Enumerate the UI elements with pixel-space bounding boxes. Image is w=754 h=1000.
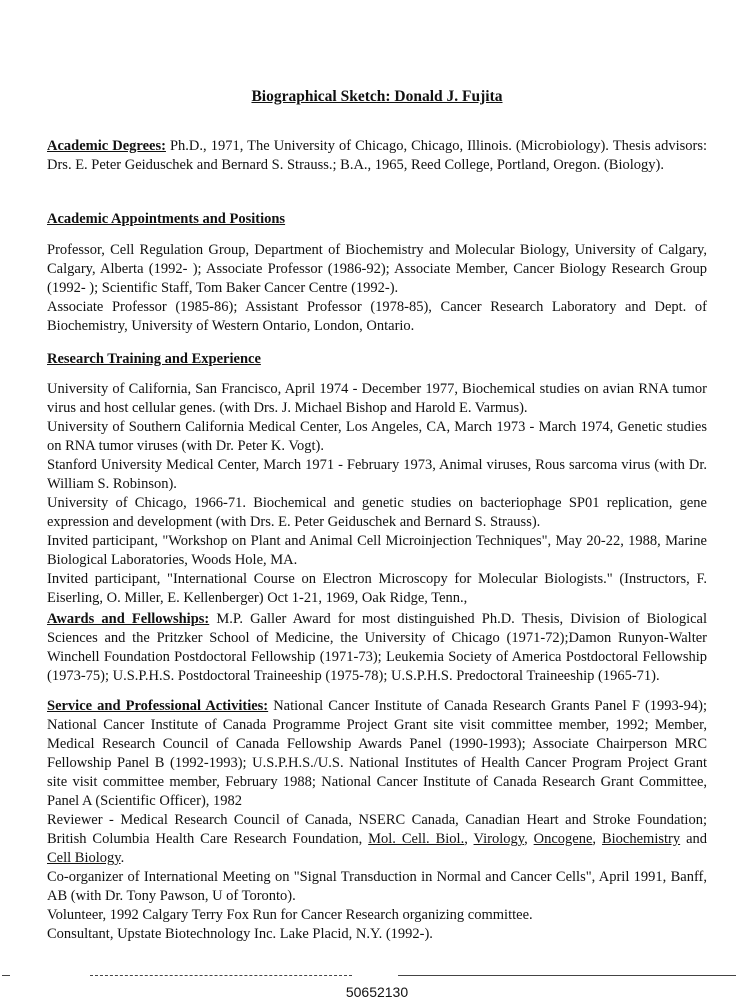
appointments-heading: Academic Appointments and Positions xyxy=(47,211,286,227)
academic-degrees-section xyxy=(47,137,707,175)
footer-rule xyxy=(398,975,736,976)
journal-name: Biochemistry xyxy=(601,831,681,847)
appointments-paragraph: Associate Professor (1985-86); Assistant Professor (1978-85), Cancer Research Laboratory and Dept. of Biochemistry, University of Western Ontario, London, Ontario. xyxy=(47,299,707,334)
appointments-section xyxy=(47,210,707,336)
awards-text: M.P. Galler Award for most distinguished Ph.D. Thesis, Division of Biological Sciences and the Pritzker School of Medicine, the University of Chicago (1971-72);Damon Runyon-Walter Winchell Foundation Postdoctoral Fellowship (1971-73); Leukemia Society of America Postdoctoral Fellowship (1973-75); U.S.P.H.S. Postdoctoral Traineeship (1975-78); U.S.P.H.S. Predoctoral Traineeship (1965-71). xyxy=(47,611,707,684)
research-paragraph: University of Chicago, 1966-71. Biochemical and genetic studies on bacteriophage SP01 replication, gene expression and development (with Drs. E. Peter Geiduschek and Bernard S. Strauss). xyxy=(47,495,707,530)
research-section xyxy=(47,350,707,608)
service-paragraph: Consultant, Upstate Biotechnology Inc. Lake Placid, N.Y. (1992-). xyxy=(47,926,433,942)
journal-name: Cell Biology xyxy=(47,850,121,866)
research-paragraph: Stanford University Medical Center, March 1971 - February 1973, Animal viruses, Rous sarcoma virus (with Dr. William S. Robinson). xyxy=(47,457,707,492)
service-heading: Service and Professional Activities: xyxy=(47,698,269,714)
journal-name: Virology xyxy=(473,831,525,847)
service-paragraph: Volunteer, 1992 Calgary Terry Fox Run for Cancer Research organizing committee. xyxy=(47,907,533,923)
journal-name: Mol. Cell. Biol. xyxy=(368,831,465,847)
page-number: 50652130 xyxy=(345,984,409,1000)
journal-name: Oncogene xyxy=(533,831,593,847)
service-text: National Cancer Institute of Canada Research Grants Panel F (1993-94); National Cancer Institute of Canada Programme Project Grant site visit committee member, 1992; Member, Medical Research Council of Canada Fellowship Awards Panel (1990-1993); Associate Chairperson MRC Fellowship Panel B (1992-1993); U.S.P.H.S./U.S. National Institutes of Health Cancer Program Project Grant site visit committee member, February 1988; National Cancer Institute of Canada Research Grant Committee, Panel A (Scientific Officer), 1982 xyxy=(47,698,707,809)
research-heading: Research Training and Experience xyxy=(47,351,261,367)
service-section xyxy=(47,697,707,944)
academic-degrees-heading: Academic Degrees: xyxy=(47,138,166,154)
academic-degrees-text: Ph.D., 1971, The University of Chicago, Chicago, Illinois. (Microbiology). Thesis advisors: Drs. E. Peter Geiduschek and Bernard S. Strauss.; B.A., 1965, Reed College, Portland, Oregon. (Biology). xyxy=(47,138,707,173)
appointments-paragraph: Professor, Cell Regulation Group, Department of Biochemistry and Molecular Biology, University of Calgary, Calgary, Alberta (1992- ); Associate Professor (1986-92); Associate Member, Cancer Biology Research Group (1992- ); Scientific Staff, Tom Baker Cancer Centre (1992-). xyxy=(47,242,707,296)
research-paragraph: Invited participant, "Workshop on Plant and Animal Cell Microinjection Techniques", May 20-22, 1988, Marine Biological Laboratories, Woods Hole, MA. xyxy=(47,533,707,568)
footer-rule xyxy=(2,975,10,976)
awards-heading: Awards and Fellowships: xyxy=(47,611,210,627)
reviewer-text: Reviewer - Medical Research Council of Canada, NSERC Canada, Canadian Heart and Stroke Foundation; British Columbia Health Care Research Foundation, xyxy=(47,812,707,847)
research-paragraph: Invited participant, "International Course on Electron Microscopy for Molecular Biologists." (Instructors, F. Eiserling, O. Miller, E. Kellenberger) Oct 1-21, 1969, Oak Ridge, Tenn., xyxy=(47,571,707,606)
research-paragraph: University of Southern California Medical Center, Los Angeles, CA, March 1973 - March 1974, Genetic studies on RNA tumor viruses (with Dr. Peter K. Vogt). xyxy=(47,419,707,454)
awards-section xyxy=(47,610,707,686)
reviewer-paragraph: Reviewer - Medical Research Council of Canada, NSERC Canada, Canadian Heart and Stroke Foundation; British Columbia Health Care Research Foundation, Mol. Cell. Biol., Virology, Oncogene, Biochemistry and Cell Biology. xyxy=(47,812,707,866)
research-paragraph: University of California, San Francisco, April 1974 - December 1977, Biochemical studies on avian RNA tumor virus and host cellular genes. (with Drs. J. Michael Bishop and Harold E. Varmus). xyxy=(47,381,707,416)
footer-rule xyxy=(90,975,352,976)
document-title: Biographical Sketch: Donald J. Fujita xyxy=(251,88,503,105)
service-paragraph: Co-organizer of International Meeting on "Signal Transduction in Normal and Cancer Cells", April 1991, Banff, AB (with Dr. Tony Pawson, U of Toronto). xyxy=(47,869,707,904)
